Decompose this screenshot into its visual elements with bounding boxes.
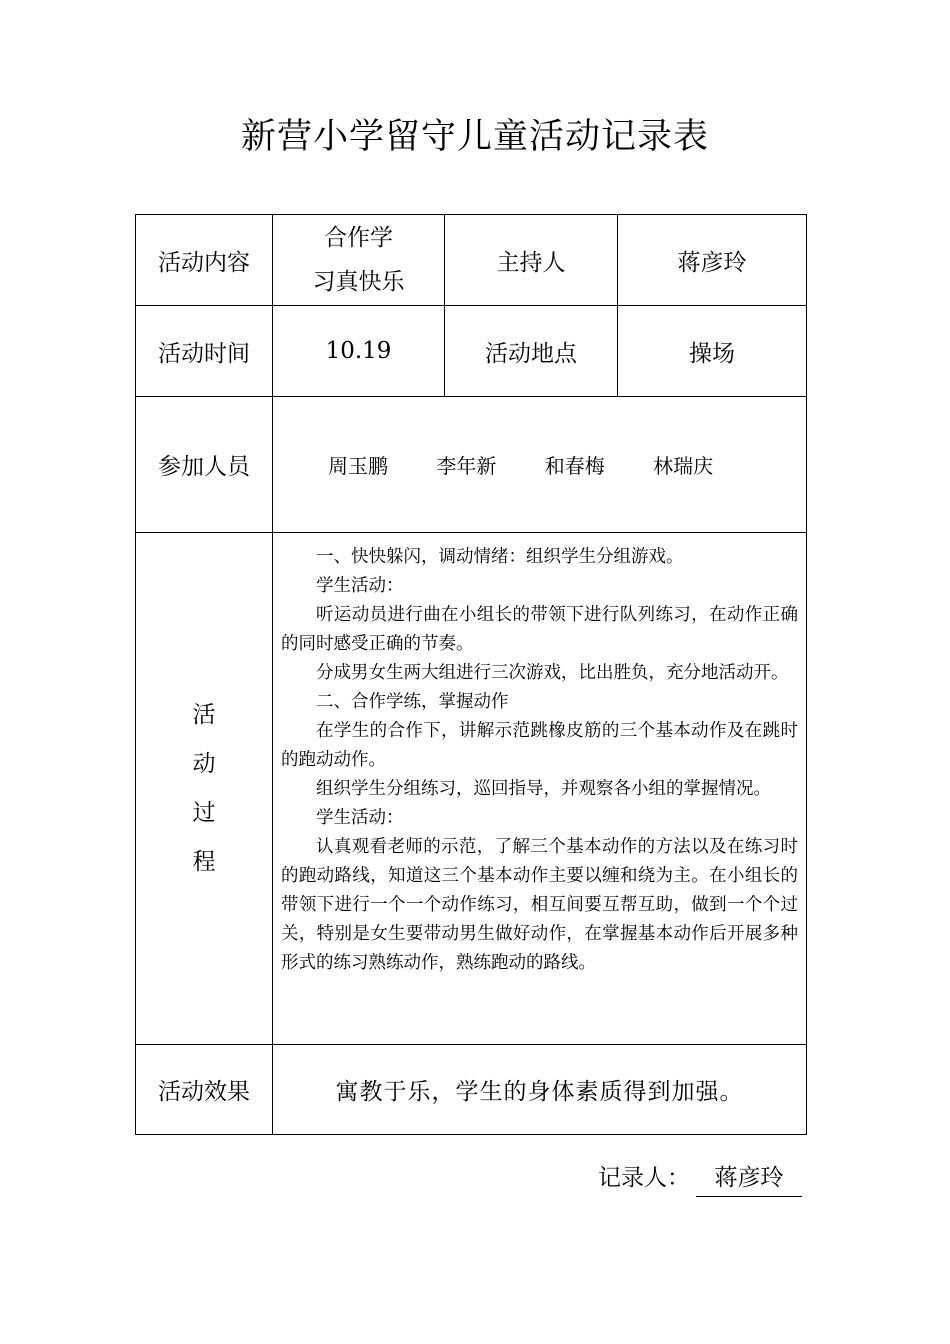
process-paragraph: 听运动员进行曲在小组长的带领下进行队列练习，在动作正确的同时感受正确的节奏。 <box>281 605 798 654</box>
effect-value: 寓教于乐，学生的身体素质得到加强。 <box>273 1045 807 1135</box>
process-label-char: 程 <box>192 848 216 875</box>
time-label: 活动时间 <box>136 306 273 397</box>
time-value: 10.19 <box>273 306 445 397</box>
content-value <box>273 215 445 306</box>
content-value-line1: 合作学 <box>324 225 393 251</box>
process-paragraph: 组织学生分组练习，巡回指导，并观察各小组的掌握情况。 <box>316 779 771 799</box>
participant: 林瑞庆 <box>653 454 714 478</box>
recorder-line <box>598 1160 802 1197</box>
process-paragraph: 在学生的合作下，讲解示范跳橡皮筋的三个基本动作及在跳时的跑动动作。 <box>281 721 798 770</box>
participant: 周玉鹏 <box>328 454 388 478</box>
process-paragraph: 学生活动： <box>316 808 404 828</box>
place-label: 活动地点 <box>445 306 618 397</box>
process-paragraph: 学生活动： <box>316 576 404 596</box>
process-paragraph: 二、合作学练，掌握动作 <box>316 692 509 712</box>
place-value: 操场 <box>618 306 807 397</box>
process-label <box>136 533 273 1045</box>
content-value-line2: 习真快乐 <box>312 269 405 295</box>
host-value: 蒋彦玲 <box>618 215 807 306</box>
process-content <box>273 533 807 1045</box>
process-paragraph: 认真观看老师的示范，了解三个基本动作的方法以及在练习时的跑动路线，知道这三个基本动作主要以缠和绕为主。在小组长的带领下进行一个一个动作练习，相互间要互帮互助，做到一个个过关，特别是女生要带动男生做好动作，在掌握基本动作后开展多种形式的练习熟练动作，熟练跑动的路线。 <box>281 837 798 973</box>
host-label: 主持人 <box>445 215 618 306</box>
content-label: 活动内容 <box>136 215 273 306</box>
row-process <box>136 533 807 1045</box>
page-title: 新营小学留守儿童活动记录表 <box>240 117 709 157</box>
row-participants <box>136 397 807 533</box>
participants-list <box>273 397 807 533</box>
participant: 李年新 <box>436 454 497 478</box>
row-effect <box>136 1045 807 1135</box>
recorder-name: 蒋彦玲 <box>696 1160 802 1197</box>
process-paragraph: 一、快快躲闪，调动情绪：组织学生分组游戏。 <box>316 547 684 567</box>
process-label-char: 动 <box>192 750 216 777</box>
activity-record-table <box>135 214 807 1135</box>
effect-label: 活动效果 <box>136 1045 273 1135</box>
row-content-host <box>136 215 807 306</box>
participant: 和春梅 <box>544 454 605 478</box>
recorder-label: 记录人： <box>598 1165 690 1191</box>
row-time-place <box>136 306 807 397</box>
process-paragraph: 分成男女生两大组进行三次游戏，比出胜负，充分地活动开。 <box>316 663 789 683</box>
process-label-char: 活 <box>192 701 216 728</box>
participants-label: 参加人员 <box>136 397 273 533</box>
process-label-char: 过 <box>192 799 216 826</box>
